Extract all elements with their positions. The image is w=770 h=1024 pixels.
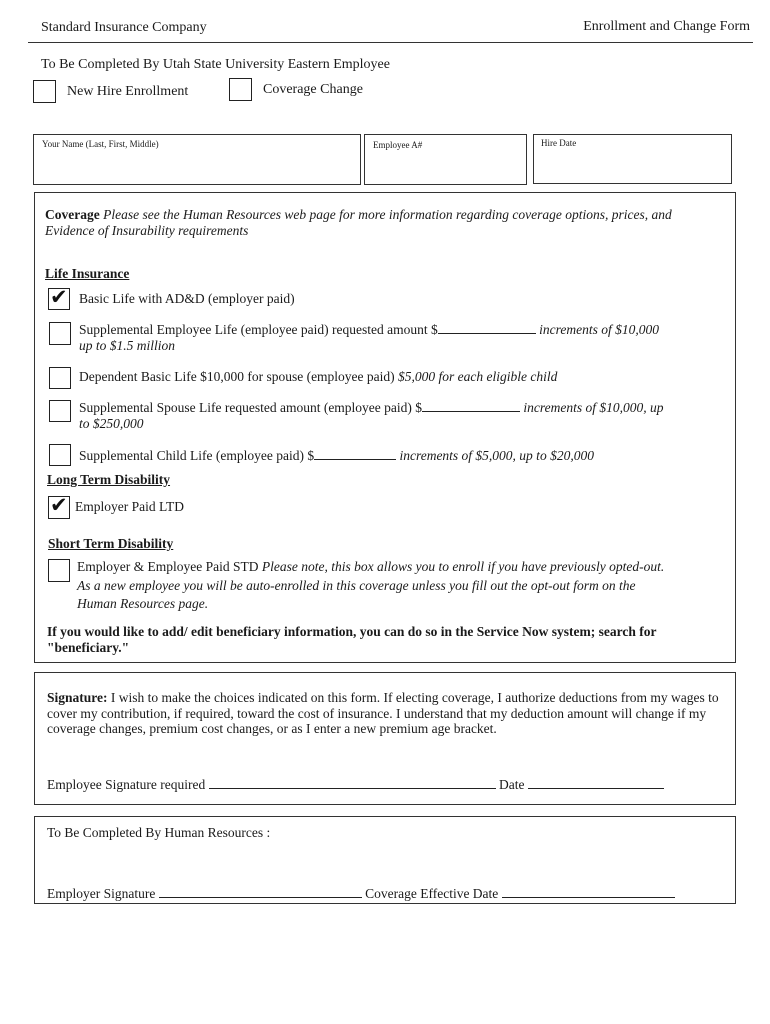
supp-employee-life-text [79, 322, 724, 338]
name-field[interactable] [33, 134, 361, 185]
beneficiary-note: If you would like to add/ edit beneficiary information, you can do so in the Service Now system; search for "beneficiary." [47, 624, 657, 655]
std-line-1 [77, 558, 727, 577]
ltd-checkbox[interactable] [48, 493, 70, 519]
employer-signature-label: Employer Signature [47, 886, 156, 901]
ltd-label: Employer Paid LTD [75, 499, 184, 514]
intro-text: To Be Completed By Utah State University Eastern Employee [41, 57, 390, 72]
std-note-2: As a new employee you will be auto-enrolled in this coverage unless you fill out the opt-out form on the [77, 577, 636, 593]
std-checkbox[interactable] [48, 559, 70, 582]
supp-employee-life-checkbox[interactable] [49, 322, 71, 345]
dependent-basic-note: $5,000 for each eligible child [398, 369, 558, 384]
form-title: Enrollment and Change Form [583, 19, 750, 34]
supp-child-amount-input[interactable] [314, 448, 396, 460]
supp-spouse-life-label: Supplemental Spouse Life requested amount (employee paid) $ [79, 400, 423, 415]
supp-employee-life-note: increments of $10,000 [539, 322, 659, 337]
std-label: Employer & Employee Paid STD [77, 559, 259, 574]
dependent-basic-text [79, 369, 557, 385]
supp-spouse-amount-input[interactable] [422, 400, 520, 412]
header-rule [28, 42, 753, 43]
coverage-change-checkbox[interactable] [229, 78, 252, 101]
coverage-title: Coverage [45, 207, 100, 222]
hire-date-field[interactable] [533, 134, 732, 184]
new-hire-label: New Hire Enrollment [67, 84, 189, 99]
employee-signature-label: Employee Signature required [47, 777, 206, 792]
new-hire-checkbox[interactable] [33, 80, 56, 103]
employee-signature-input[interactable] [209, 777, 496, 789]
hire-date-label: Hire Date [541, 138, 577, 148]
supp-spouse-life-text [79, 400, 724, 416]
effective-date-input[interactable] [502, 886, 675, 898]
hr-title: To Be Completed By Human Resources : [47, 825, 271, 840]
effective-date-label: Coverage Effective Date [365, 886, 499, 901]
supp-child-life-text [79, 448, 724, 464]
check-mark-icon: ✔ [50, 285, 68, 309]
signature-title: Signature: [47, 690, 108, 705]
supp-child-life-note: increments of $5,000, up to $20,000 [399, 448, 594, 463]
name-field-label: Your Name (Last, First, Middle) [42, 139, 159, 149]
supp-employee-life-label: Supplemental Employee Life (employee paid) requested amount $ [79, 322, 438, 337]
ltd-heading: Long Term Disability [47, 472, 171, 487]
supp-employee-amount-input[interactable] [438, 322, 536, 334]
dependent-basic-label: Dependent Basic Life $10,000 for spouse (employee paid) [79, 369, 395, 384]
basic-life-label: Basic Life with AD&D (employer paid) [79, 291, 295, 306]
coverage-intro [45, 207, 715, 239]
employee-date-input[interactable] [528, 777, 664, 789]
supp-spouse-life-note: increments of $10,000, up [523, 400, 664, 415]
check-mark-icon: ✔ [50, 493, 68, 517]
coverage-note: Please see the Human Resources web page for more information regarding coverage options, prices, and Evidence of Insurability requirements [45, 207, 672, 238]
employer-signature-input[interactable] [159, 886, 362, 898]
dependent-basic-checkbox[interactable] [49, 367, 71, 389]
date-label: Date [498, 777, 525, 792]
std-note-1: Please note, this box allows you to enroll if you have previously opted-out. [261, 559, 665, 574]
coverage-change-label: Coverage Change [263, 82, 363, 97]
signature-statement [47, 690, 727, 737]
life-insurance-heading: Life Insurance [45, 266, 130, 281]
supp-child-life-label: Supplemental Child Life (employee paid) $ [79, 448, 315, 463]
supp-child-life-checkbox[interactable] [49, 444, 71, 466]
supp-spouse-life-checkbox[interactable] [49, 400, 71, 422]
employee-id-field[interactable] [364, 134, 527, 185]
signature-text: I wish to make the choices indicated on this form. If electing coverage, I authorize deductions from my wages to cover my contribution, if required, toward the cost of insurance. I understand that my deduction amount will change if my coverage changes, premium cost changes, or as I enter a new premium age bracket. [47, 690, 719, 736]
employee-id-label: Employee A# [373, 140, 423, 150]
supp-employee-life-note2: up to $1.5 million [79, 338, 176, 353]
std-heading: Short Term Disability [48, 536, 174, 551]
company-name: Standard Insurance Company [41, 20, 207, 35]
supp-spouse-life-note2: to $250,000 [79, 416, 144, 431]
std-text [77, 558, 727, 614]
hr-signature-line [47, 886, 675, 902]
std-note-3: Human Resources page. [77, 596, 209, 611]
employee-signature-line [47, 777, 664, 793]
basic-life-checkbox[interactable] [48, 285, 70, 310]
